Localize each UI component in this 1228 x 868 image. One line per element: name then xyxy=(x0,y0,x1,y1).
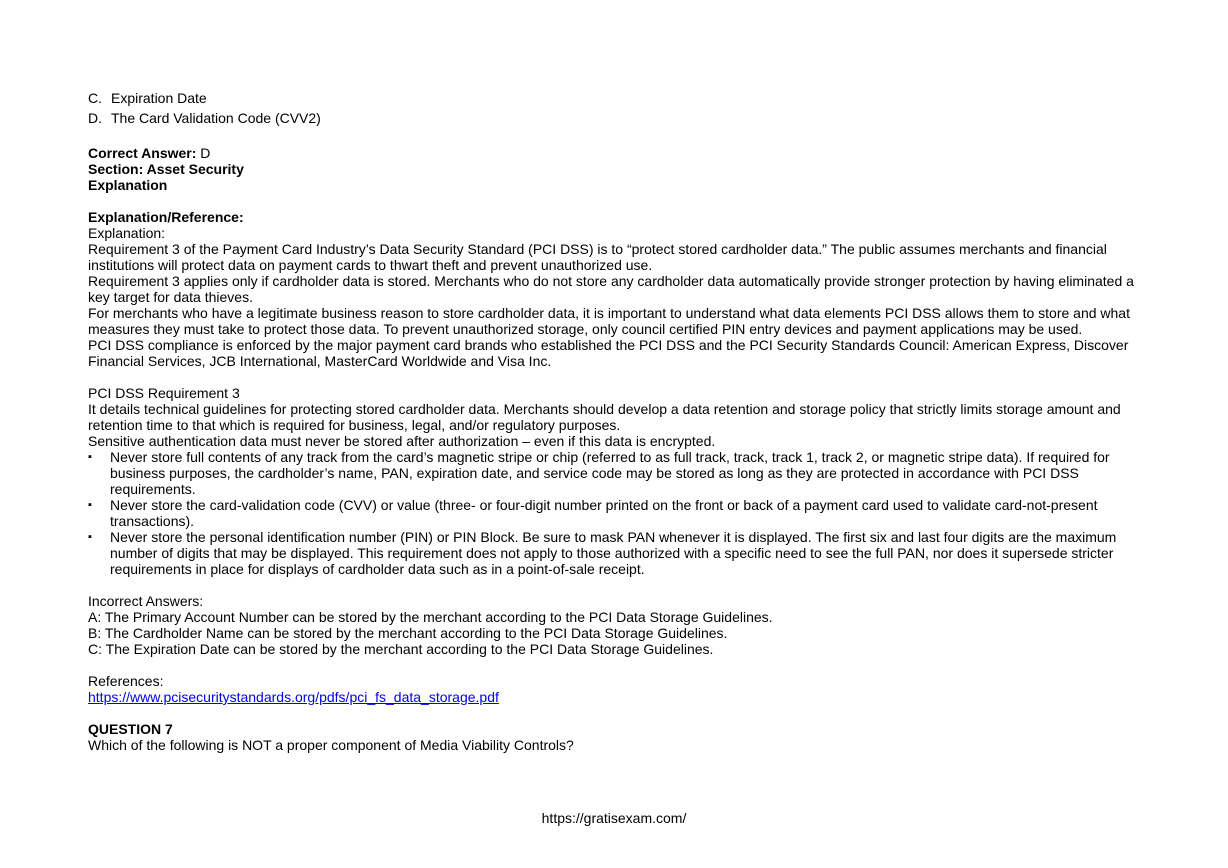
requirement-bullet-list xyxy=(88,449,1140,577)
requirement-paragraph: Sensitive authentication data must never be stored after authorization – even if this data is encrypted. xyxy=(88,433,716,449)
incorrect-answer-item: C: The Expiration Date can be stored by the merchant according to the PCI Data Storage Guidelines. xyxy=(88,641,714,657)
reference-link[interactable]: https://www.pcisecuritystandards.org/pdfs/pci_fs_data_storage.pdf xyxy=(88,689,499,705)
explanation-paragraph: For merchants who have a legitimate business reason to store cardholder data, it is important to understand what data elements PCI DSS allows them to store and what measures they must take to protect those data. To prevent unauthorized storage, only council certified PIN entry devices and payment applications may be used. xyxy=(88,305,1130,337)
bullet-text: Never store the personal identification number (PIN) or PIN Block. Be sure to mask PAN whenever it is displayed. The first six and last four digits are the maximum number of digits that may be displayed. This requirement does not apply to those authorized with a specific need to see the full PAN, nor does it supersede stricter requirements in place for displays of cardholder data such as in a point-of-sale receipt. xyxy=(110,529,1117,577)
explanation-paragraph: Requirement 3 applies only if cardholder data is stored. Merchants who do not store any cardholder data automatically provide stronger protection by having eliminated a key target for data thieves. xyxy=(88,273,1134,305)
explanation-intro: Explanation: xyxy=(88,225,166,241)
references-heading: References: xyxy=(88,673,164,689)
incorrect-answer-item: B: The Cardholder Name can be stored by the merchant according to the PCI Data Storage Guidelines. xyxy=(88,625,728,641)
bullet-marker: ▪ xyxy=(88,531,92,543)
correct-answer-value: D xyxy=(196,145,211,161)
option-letter: C. xyxy=(88,90,102,106)
correct-answer-label: Correct Answer: xyxy=(88,145,197,161)
bullet-text: Never store the card-validation code (CVV) or value (three- or four-digit number printed on the front or back of a payment card used to validate card-not-present transactions). xyxy=(110,497,1098,529)
footer-url: https://gratisexam.com/ xyxy=(541,810,687,826)
explanation-paragraph: Requirement 3 of the Payment Card Industry’s Data Security Standard (PCI DSS) is to “protect stored cardholder data.” The public assumes merchants and financial institutions will protect data on payment cards to thwart theft and prevent unauthorized use. xyxy=(88,241,1107,273)
document-page xyxy=(88,90,1140,753)
explanation-paragraph: PCI DSS compliance is enforced by the major payment card brands who established the PCI DSS and the PCI Security Standards Council: American Express, Discover Financial Services, JCB International, MasterCard Worldwide and Visa Inc. xyxy=(88,337,1129,369)
question-title: QUESTION 7 xyxy=(88,721,173,737)
question-text: Which of the following is NOT a proper component of Media Viability Controls? xyxy=(88,737,574,753)
requirement-title: PCI DSS Requirement 3 xyxy=(88,385,240,401)
option-letter: D. xyxy=(88,110,102,126)
option-text: Expiration Date xyxy=(111,90,207,106)
incorrect-answers-heading: Incorrect Answers: xyxy=(88,593,204,609)
explanation-label: Explanation xyxy=(88,177,168,193)
list-item xyxy=(88,529,1140,577)
bullet-text: Never store full contents of any track from the card’s magnetic stripe or chip (referred to as full track, track, track 1, track 2, or magnetic stripe data). If required for business purposes, the cardholder’s name, PAN, expiration date, and service code may be stored as long as they are protected in accordance with PCI DSS requirements. xyxy=(110,449,1110,497)
section-label: Section: Asset Security xyxy=(88,161,244,177)
list-item xyxy=(88,449,1140,497)
incorrect-answer-item: A: The Primary Account Number can be stored by the merchant according to the PCI Data Storage Guidelines. xyxy=(88,609,773,625)
requirement-paragraph: It details technical guidelines for protecting stored cardholder data. Merchants should develop a data retention and storage policy that strictly limits storage amount and retention time to that which is required for business, legal, and/or regulatory purposes. xyxy=(88,401,1121,433)
answer-option-d xyxy=(88,110,1140,130)
explanation-reference-heading: Explanation/Reference: xyxy=(88,209,244,225)
bullet-marker: ▪ xyxy=(88,451,92,463)
references-line xyxy=(88,689,1140,705)
page-footer xyxy=(0,810,1228,826)
bullet-marker: ▪ xyxy=(88,499,92,511)
list-item xyxy=(88,497,1140,529)
option-text: The Card Validation Code (CVV2) xyxy=(111,110,321,126)
answer-option-c xyxy=(88,90,1140,110)
correct-answer xyxy=(88,145,1140,161)
